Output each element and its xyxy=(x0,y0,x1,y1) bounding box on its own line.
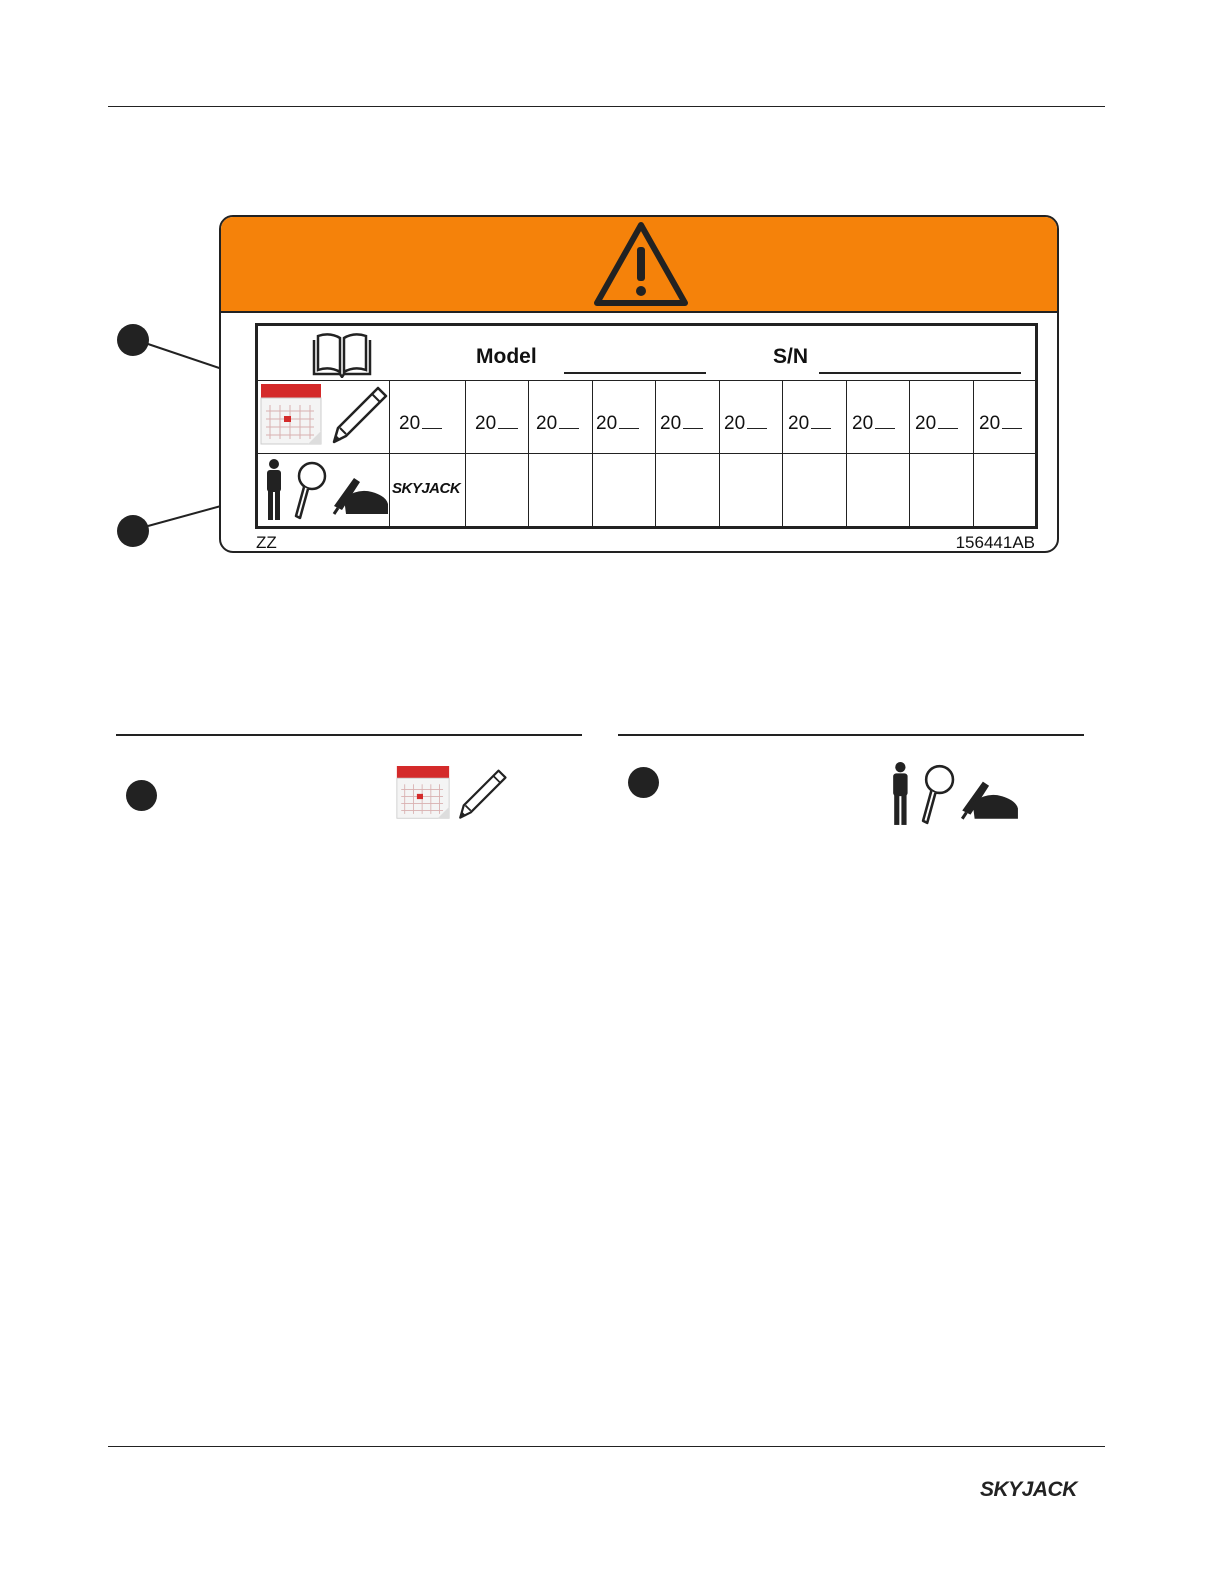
magnifier-icon xyxy=(923,766,953,823)
person-icon xyxy=(893,762,907,825)
year-field: 20 xyxy=(536,413,579,435)
calendar-icon xyxy=(396,765,450,821)
decal-code-left: ZZ xyxy=(256,533,277,552)
serial-number-field-line xyxy=(819,372,1021,374)
signing-hand-icon xyxy=(962,782,1018,819)
pencil-icon xyxy=(455,767,509,823)
pencil-icon xyxy=(328,384,390,448)
calendar-icon xyxy=(260,383,322,447)
footer-rule xyxy=(108,1446,1105,1447)
inspector-sign-off-icons xyxy=(884,761,1024,827)
magnifier-icon xyxy=(296,463,325,518)
year-field: 20 xyxy=(724,413,767,435)
inspection-decal xyxy=(219,215,1059,553)
legend-callout-1 xyxy=(126,780,157,811)
warning-banner xyxy=(221,217,1057,313)
year-field: 20 xyxy=(852,413,895,435)
year-field: 20 xyxy=(596,413,639,435)
person-icon xyxy=(267,459,281,520)
model-field-line xyxy=(564,372,706,374)
section-rule-right xyxy=(618,734,1084,736)
inspection-record-grid xyxy=(255,323,1038,529)
year-field: 20 xyxy=(979,413,1022,435)
year-field: 20 xyxy=(475,413,518,435)
decal-part-number: 156441AB xyxy=(955,533,1035,552)
warning-triangle-icon xyxy=(591,219,691,311)
year-field: 20 xyxy=(660,413,703,435)
year-field: 20 xyxy=(788,413,831,435)
model-label: Model xyxy=(476,345,537,368)
year-field: 20 xyxy=(915,413,958,435)
year-field: 20 xyxy=(399,413,442,435)
legend-callout-2 xyxy=(628,767,659,798)
open-book-icon xyxy=(310,330,374,378)
footer-skyjack-logo: SKYJACK xyxy=(980,1478,1077,1501)
signing-hand-icon xyxy=(334,478,388,514)
inspector-sign-off-icons xyxy=(262,458,390,522)
serial-number-label: S/N xyxy=(773,345,809,368)
skyjack-logo: SKYJACK xyxy=(392,480,461,497)
section-rule-left xyxy=(116,734,582,736)
